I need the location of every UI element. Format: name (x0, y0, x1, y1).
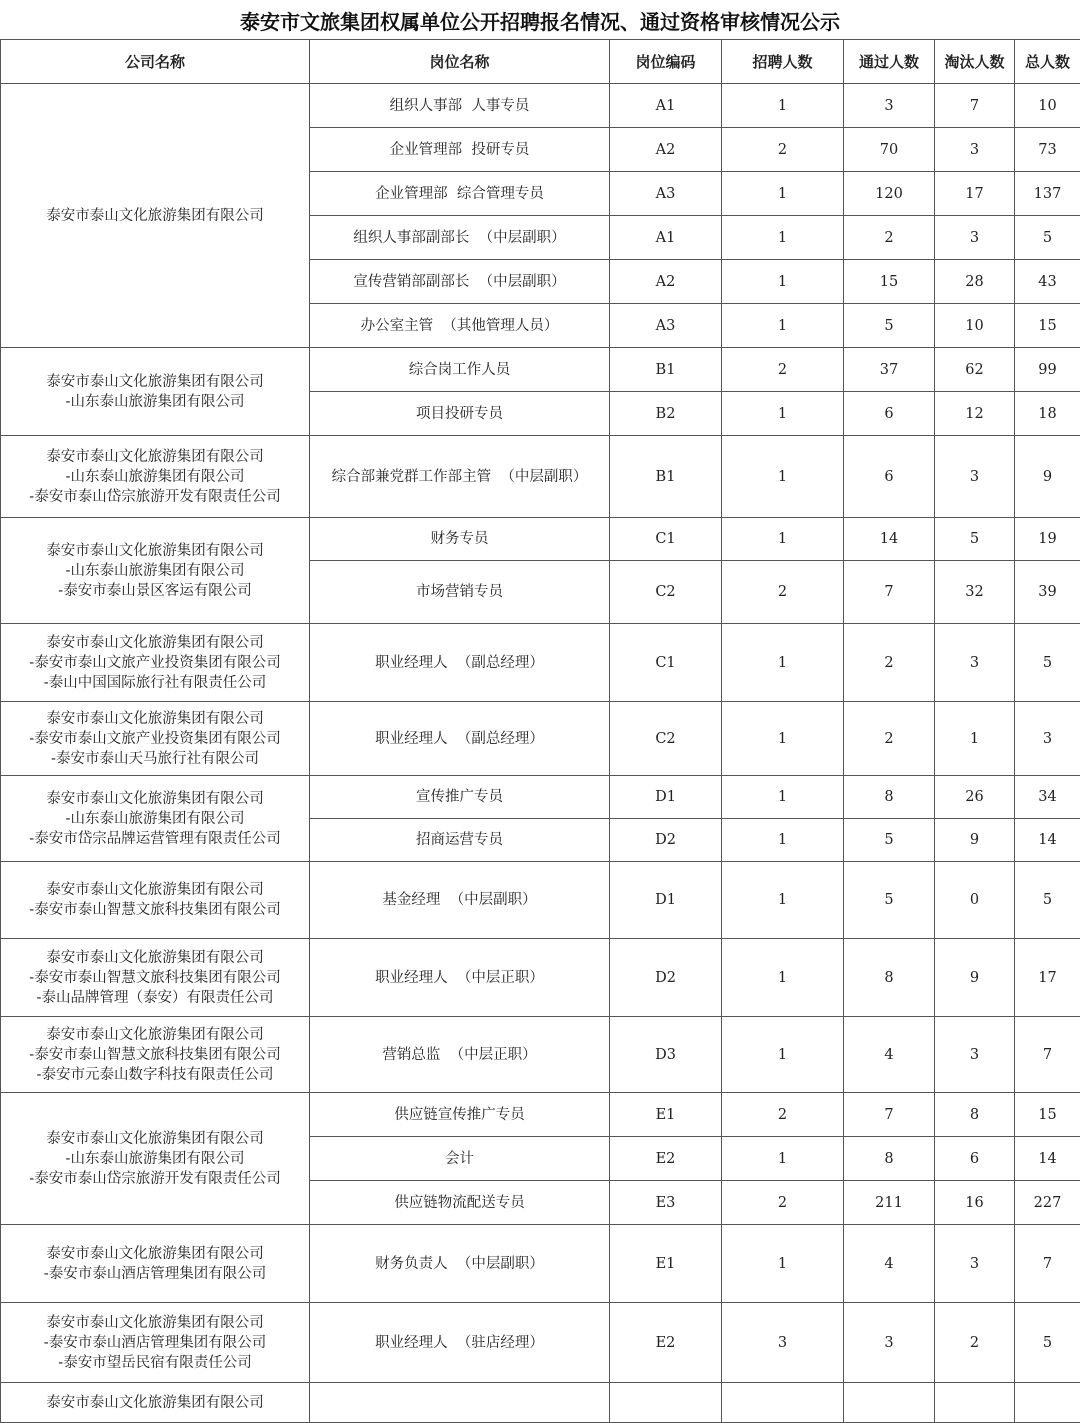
recruit-cell (722, 1383, 844, 1423)
passed-cell: 3 (844, 1303, 935, 1383)
total-cell: 15 (1015, 304, 1080, 348)
header-position: 岗位名称 (310, 40, 610, 84)
code-cell: D1 (610, 862, 722, 939)
passed-cell: 7 (844, 1093, 935, 1137)
header-total: 总人数 (1015, 40, 1080, 84)
eliminated-cell: 2 (935, 1303, 1015, 1383)
passed-cell: 211 (844, 1181, 935, 1225)
recruit-cell: 1 (722, 1137, 844, 1181)
total-cell: 137 (1015, 172, 1080, 216)
total-cell: 14 (1015, 1137, 1080, 1181)
passed-cell: 5 (844, 862, 935, 939)
position-cell: 组织人事部 人事专员 (310, 84, 610, 128)
total-cell: 7 (1015, 1225, 1080, 1303)
passed-cell: 8 (844, 939, 935, 1017)
company-cell: 泰安市泰山文化旅游集团有限公司 -泰安市泰山智慧文旅科技集团有限公司 -泰山品牌管理（泰安）有限责任公司 (1, 939, 310, 1017)
total-cell: 19 (1015, 518, 1080, 561)
header-recruit: 招聘人数 (722, 40, 844, 84)
code-cell: D2 (610, 819, 722, 862)
recruit-cell: 2 (722, 348, 844, 392)
code-cell: C2 (610, 702, 722, 776)
position-cell: 组织人事部副部长 （中层副职） (310, 216, 610, 260)
header-row (1, 40, 1080, 84)
position-cell: 职业经理人 （中层正职） (310, 939, 610, 1017)
company-cell: 泰安市泰山文化旅游集团有限公司 -山东泰山旅游集团有限公司 -泰安市泰山景区客运有限公司 (1, 518, 310, 624)
code-cell: B2 (610, 392, 722, 436)
table-row (1, 702, 1080, 776)
company-cell: 泰安市泰山文化旅游集团有限公司 -泰安市泰山酒店管理集团有限公司 (1, 1225, 310, 1303)
passed-cell: 2 (844, 624, 935, 702)
code-cell: C1 (610, 518, 722, 561)
total-cell: 73 (1015, 128, 1080, 172)
code-cell: C1 (610, 624, 722, 702)
eliminated-cell: 0 (935, 862, 1015, 939)
code-cell: A2 (610, 128, 722, 172)
eliminated-cell: 5 (935, 518, 1015, 561)
position-cell: 项目投研专员 (310, 392, 610, 436)
recruit-cell: 1 (722, 304, 844, 348)
eliminated-cell: 3 (935, 624, 1015, 702)
eliminated-cell: 12 (935, 392, 1015, 436)
total-cell: 14 (1015, 819, 1080, 862)
eliminated-cell: 8 (935, 1093, 1015, 1137)
eliminated-cell: 9 (935, 819, 1015, 862)
table-row (1, 518, 1080, 561)
position-cell: 企业管理部 综合管理专员 (310, 172, 610, 216)
eliminated-cell: 3 (935, 1017, 1015, 1093)
total-cell: 3 (1015, 702, 1080, 776)
recruit-cell: 1 (722, 862, 844, 939)
total-cell: 17 (1015, 939, 1080, 1017)
total-cell: 43 (1015, 260, 1080, 304)
position-cell: 基金经理 （中层副职） (310, 862, 610, 939)
total-cell: 5 (1015, 624, 1080, 702)
passed-cell: 2 (844, 216, 935, 260)
position-cell: 企业管理部 投研专员 (310, 128, 610, 172)
eliminated-cell (935, 1383, 1015, 1423)
total-cell: 5 (1015, 1303, 1080, 1383)
eliminated-cell: 28 (935, 260, 1015, 304)
position-cell: 市场营销专员 (310, 561, 610, 624)
position-cell: 职业经理人 （副总经理） (310, 624, 610, 702)
code-cell: B1 (610, 348, 722, 392)
code-cell (610, 1383, 722, 1423)
total-cell: 5 (1015, 862, 1080, 939)
recruit-cell: 1 (722, 260, 844, 304)
total-cell: 99 (1015, 348, 1080, 392)
passed-cell: 5 (844, 304, 935, 348)
recruit-cell: 1 (722, 819, 844, 862)
table-row (1, 84, 1080, 128)
company-cell: 泰安市泰山文化旅游集团有限公司 -山东泰山旅游集团有限公司 -泰安市岱宗品牌运营管理有限责任公司 (1, 776, 310, 862)
recruitment-table (0, 39, 1080, 1423)
eliminated-cell: 7 (935, 84, 1015, 128)
passed-cell: 3 (844, 84, 935, 128)
total-cell: 10 (1015, 84, 1080, 128)
passed-cell: 37 (844, 348, 935, 392)
eliminated-cell: 9 (935, 939, 1015, 1017)
table-row (1, 1093, 1080, 1137)
recruit-cell: 2 (722, 1181, 844, 1225)
code-cell: E2 (610, 1137, 722, 1181)
company-cell: 泰安市泰山文化旅游集团有限公司 -泰安市泰山智慧文旅科技集团有限公司 (1, 862, 310, 939)
eliminated-cell: 3 (935, 1225, 1015, 1303)
position-cell: 供应链物流配送专员 (310, 1181, 610, 1225)
table-body (1, 84, 1080, 1423)
eliminated-cell: 32 (935, 561, 1015, 624)
code-cell: A3 (610, 172, 722, 216)
passed-cell: 8 (844, 1137, 935, 1181)
position-cell: 招商运营专员 (310, 819, 610, 862)
code-cell: D1 (610, 776, 722, 819)
table-row (1, 1303, 1080, 1383)
recruit-cell: 1 (722, 436, 844, 518)
table-row (1, 776, 1080, 819)
position-cell: 供应链宣传推广专员 (310, 1093, 610, 1137)
eliminated-cell: 3 (935, 216, 1015, 260)
code-cell: E2 (610, 1303, 722, 1383)
company-cell: 泰安市泰山文化旅游集团有限公司 -泰安市泰山文旅产业投资集团有限公司 -泰安市泰山天马旅行社有限公司 (1, 702, 310, 776)
table-row (1, 939, 1080, 1017)
company-cell: 泰安市泰山文化旅游集团有限公司 -山东泰山旅游集团有限公司 -泰安市泰山岱宗旅游开发有限责任公司 (1, 436, 310, 518)
recruit-cell: 1 (722, 624, 844, 702)
header-code: 岗位编码 (610, 40, 722, 84)
passed-cell: 4 (844, 1017, 935, 1093)
passed-cell: 8 (844, 776, 935, 819)
code-cell: D2 (610, 939, 722, 1017)
code-cell: E1 (610, 1225, 722, 1303)
position-cell: 宣传营销部副部长 （中层副职） (310, 260, 610, 304)
recruit-cell: 2 (722, 1093, 844, 1137)
code-cell: A3 (610, 304, 722, 348)
company-cell: 泰安市泰山文化旅游集团有限公司 -泰安市泰山智慧文旅科技集团有限公司 -泰安市元泰山数字科技有限责任公司 (1, 1017, 310, 1093)
recruit-cell: 3 (722, 1303, 844, 1383)
eliminated-cell: 17 (935, 172, 1015, 216)
eliminated-cell: 6 (935, 1137, 1015, 1181)
code-cell: B1 (610, 436, 722, 518)
recruit-cell: 1 (722, 1017, 844, 1093)
eliminated-cell: 10 (935, 304, 1015, 348)
page-title: 泰安市文旅集团权属单位公开招聘报名情况、通过资格审核情况公示 (0, 0, 1080, 40)
passed-cell: 4 (844, 1225, 935, 1303)
recruit-cell: 1 (722, 1225, 844, 1303)
code-cell: A1 (610, 216, 722, 260)
code-cell: A1 (610, 84, 722, 128)
recruit-cell: 1 (722, 702, 844, 776)
code-cell: A2 (610, 260, 722, 304)
total-cell: 34 (1015, 776, 1080, 819)
table-row (1, 436, 1080, 518)
total-cell: 227 (1015, 1181, 1080, 1225)
passed-cell: 6 (844, 436, 935, 518)
position-cell: 综合部兼党群工作部主管 （中层副职） (310, 436, 610, 518)
passed-cell: 5 (844, 819, 935, 862)
code-cell: E3 (610, 1181, 722, 1225)
table-row (1, 1225, 1080, 1303)
recruit-cell: 1 (722, 84, 844, 128)
code-cell: C2 (610, 561, 722, 624)
recruit-cell: 1 (722, 939, 844, 1017)
company-cell: 泰安市泰山文化旅游集团有限公司 -山东泰山旅游集团有限公司 (1, 348, 310, 436)
company-cell: 泰安市泰山文化旅游集团有限公司 (1, 1383, 310, 1423)
eliminated-cell: 1 (935, 702, 1015, 776)
total-cell: 5 (1015, 216, 1080, 260)
passed-cell: 14 (844, 518, 935, 561)
position-cell: 会计 (310, 1137, 610, 1181)
eliminated-cell: 16 (935, 1181, 1015, 1225)
eliminated-cell: 62 (935, 348, 1015, 392)
eliminated-cell: 26 (935, 776, 1015, 819)
header-passed: 通过人数 (844, 40, 935, 84)
passed-cell: 2 (844, 702, 935, 776)
table-row (1, 624, 1080, 702)
position-cell: 办公室主管 （其他管理人员） (310, 304, 610, 348)
position-cell (310, 1383, 610, 1423)
position-cell: 财务负责人 （中层副职） (310, 1225, 610, 1303)
total-cell: 7 (1015, 1017, 1080, 1093)
eliminated-cell: 3 (935, 436, 1015, 518)
recruit-cell: 2 (722, 561, 844, 624)
header-company: 公司名称 (1, 40, 310, 84)
position-cell: 综合岗工作人员 (310, 348, 610, 392)
position-cell: 职业经理人 （副总经理） (310, 702, 610, 776)
passed-cell: 120 (844, 172, 935, 216)
code-cell: D3 (610, 1017, 722, 1093)
position-cell: 营销总监 （中层正职） (310, 1017, 610, 1093)
total-cell: 9 (1015, 436, 1080, 518)
recruit-cell: 2 (722, 128, 844, 172)
header-eliminated: 淘汰人数 (935, 40, 1015, 84)
company-cell: 泰安市泰山文化旅游集团有限公司 (1, 84, 310, 348)
position-cell: 职业经理人 （驻店经理） (310, 1303, 610, 1383)
position-cell: 宣传推广专员 (310, 776, 610, 819)
table-row (1, 862, 1080, 939)
total-cell (1015, 1383, 1080, 1423)
table-row (1, 1017, 1080, 1093)
passed-cell (844, 1383, 935, 1423)
company-cell: 泰安市泰山文化旅游集团有限公司 -山东泰山旅游集团有限公司 -泰安市泰山岱宗旅游开发有限责任公司 (1, 1093, 310, 1225)
recruit-cell: 1 (722, 776, 844, 819)
total-cell: 18 (1015, 392, 1080, 436)
recruit-cell: 1 (722, 172, 844, 216)
company-cell: 泰安市泰山文化旅游集团有限公司 -泰安市泰山文旅产业投资集团有限公司 -泰山中国国际旅行社有限责任公司 (1, 624, 310, 702)
passed-cell: 70 (844, 128, 935, 172)
total-cell: 15 (1015, 1093, 1080, 1137)
passed-cell: 6 (844, 392, 935, 436)
recruit-cell: 1 (722, 392, 844, 436)
table-row (1, 348, 1080, 392)
eliminated-cell: 3 (935, 128, 1015, 172)
position-cell: 财务专员 (310, 518, 610, 561)
passed-cell: 15 (844, 260, 935, 304)
total-cell: 39 (1015, 561, 1080, 624)
code-cell: E1 (610, 1093, 722, 1137)
company-cell: 泰安市泰山文化旅游集团有限公司 -泰安市泰山酒店管理集团有限公司 -泰安市望岳民宿有限责任公司 (1, 1303, 310, 1383)
recruit-cell: 1 (722, 518, 844, 561)
recruit-cell: 1 (722, 216, 844, 260)
table-row (1, 1383, 1080, 1423)
passed-cell: 7 (844, 561, 935, 624)
